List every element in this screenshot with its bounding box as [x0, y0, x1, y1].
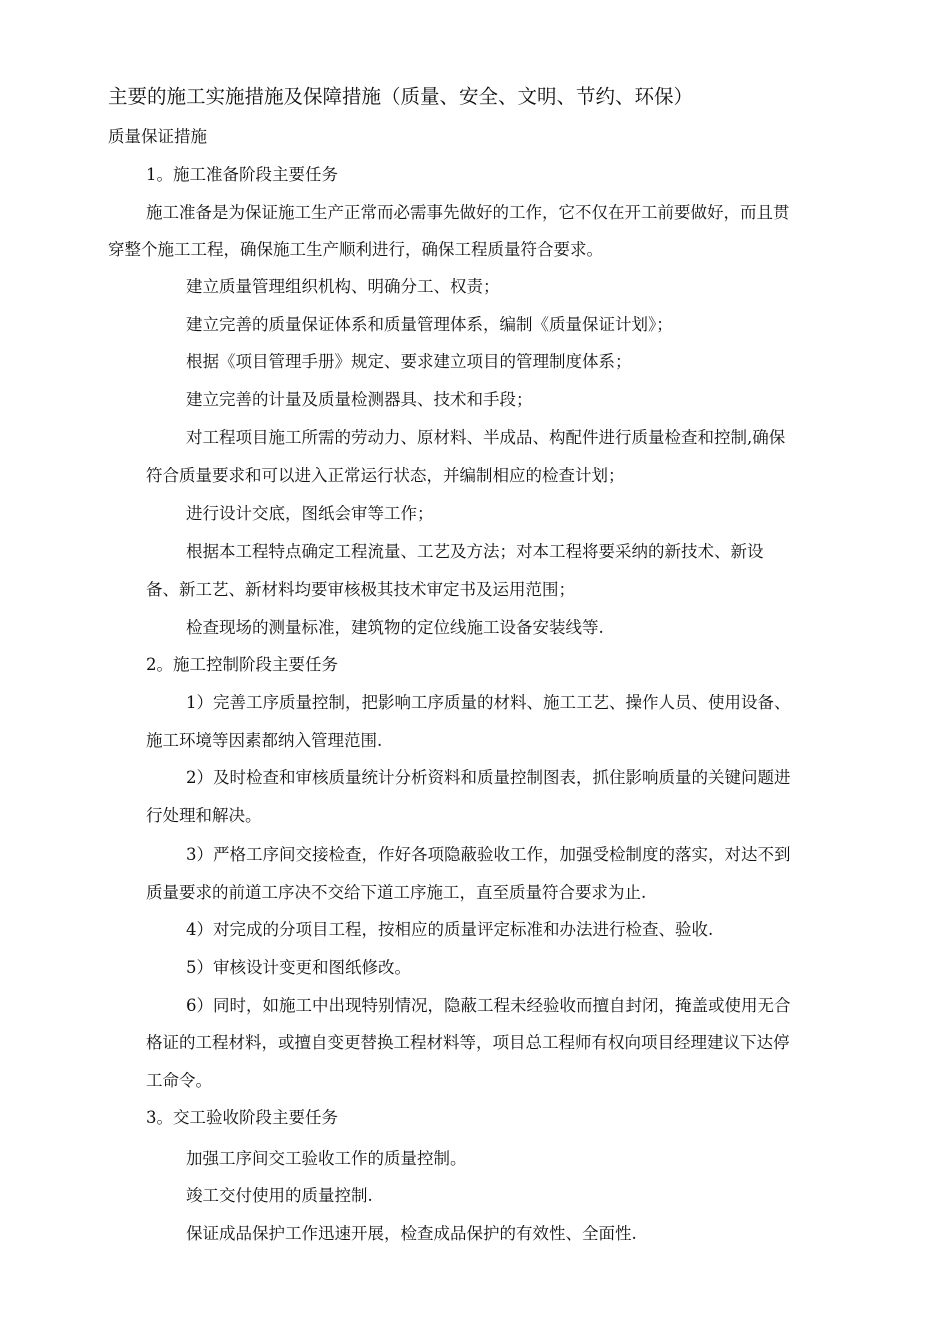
- list-item-continuation: 行处理和解决。: [146, 806, 262, 825]
- document-title: 主要的施工实施措施及保障措施（质量、安全、文明、节约、环保）: [108, 85, 694, 108]
- list-item: 检查现场的测量标准，建筑物的定位线施工设备安装线等.: [186, 618, 604, 637]
- paragraph-line: 施工准备是为保证施工生产正常而必需事先做好的工作，它不仅在开工前要做好，而且贯: [146, 203, 790, 222]
- subsection-heading-1: 1。施工准备阶段主要任务: [146, 165, 338, 184]
- list-item: 建立完善的质量保证体系和质量管理体系，编制《质量保证计划》；: [186, 315, 673, 334]
- subsection-heading-3: 3。交工验收阶段主要任务: [146, 1108, 338, 1127]
- list-item-continuation: 工命令。: [146, 1071, 212, 1090]
- list-item: 2）及时检查和审核质量统计分析资料和质量控制图表，抓住影响质量的关键问题进: [186, 768, 791, 787]
- list-item: 竣工交付使用的质量控制.: [186, 1186, 373, 1205]
- list-item: 进行设计交底，图纸会审等工作；: [186, 504, 434, 523]
- list-item: 3）严格工序间交接检查，作好各项隐蔽验收工作，加强受检制度的落实，对达不到: [186, 845, 791, 864]
- list-item-continuation: 备、新工艺、新材料均要审核极其技术审定书及运用范围；: [146, 580, 575, 599]
- list-item: 6）同时，如施工中出现特别情况，隐蔽工程未经验收而擅自封闭，掩盖或使用无合: [186, 996, 791, 1015]
- list-item: 建立完善的计量及质量检测器具、技术和手段；: [186, 390, 533, 409]
- subsection-heading-2: 2。施工控制阶段主要任务: [146, 655, 338, 674]
- list-item: 建立质量管理组织机构、明确分工、权责；: [186, 277, 500, 296]
- list-item-continuation: 格证的工程材料，或擅自变更替换工程材料等，项目总工程师有权向项目经理建议下达停: [146, 1033, 790, 1052]
- list-item: 4）对完成的分项目工程，按相应的质量评定标准和办法进行检查、验收.: [186, 920, 714, 939]
- list-item-continuation: 施工环境等因素都纳入管理范围.: [146, 731, 383, 750]
- list-item: 加强工序间交工验收工作的质量控制。: [186, 1149, 467, 1168]
- list-item-continuation: 符合质量要求和可以进入正常运行状态，并编制相应的检查计划；: [146, 466, 625, 485]
- list-item: 根据本工程特点确定工程流量、工艺及方法；对本工程将要采纳的新技术、新设: [186, 542, 764, 561]
- list-item: 根据《项目管理手册》规定、要求建立项目的管理制度体系；: [186, 352, 632, 371]
- list-item: 5）审核设计变更和图纸修改。: [186, 958, 411, 977]
- section-heading: 质量保证措施: [108, 127, 207, 146]
- paragraph-line: 穿整个施工工程，确保施工生产顺利进行，确保工程质量符合要求。: [108, 240, 603, 259]
- list-item: 保证成品保护工作迅速开展，检查成品保护的有效性、全面性.: [186, 1224, 637, 1243]
- list-item: 对工程项目施工所需的劳动力、原材料、半成品、构配件进行质量检查和控制,确保: [186, 428, 786, 447]
- list-item: 1）完善工序质量控制，把影响工序质量的材料、施工工艺、操作人员、使用设备、: [186, 693, 791, 712]
- list-item-continuation: 质量要求的前道工序决不交给下道工序施工，直至质量符合要求为止.: [146, 883, 647, 902]
